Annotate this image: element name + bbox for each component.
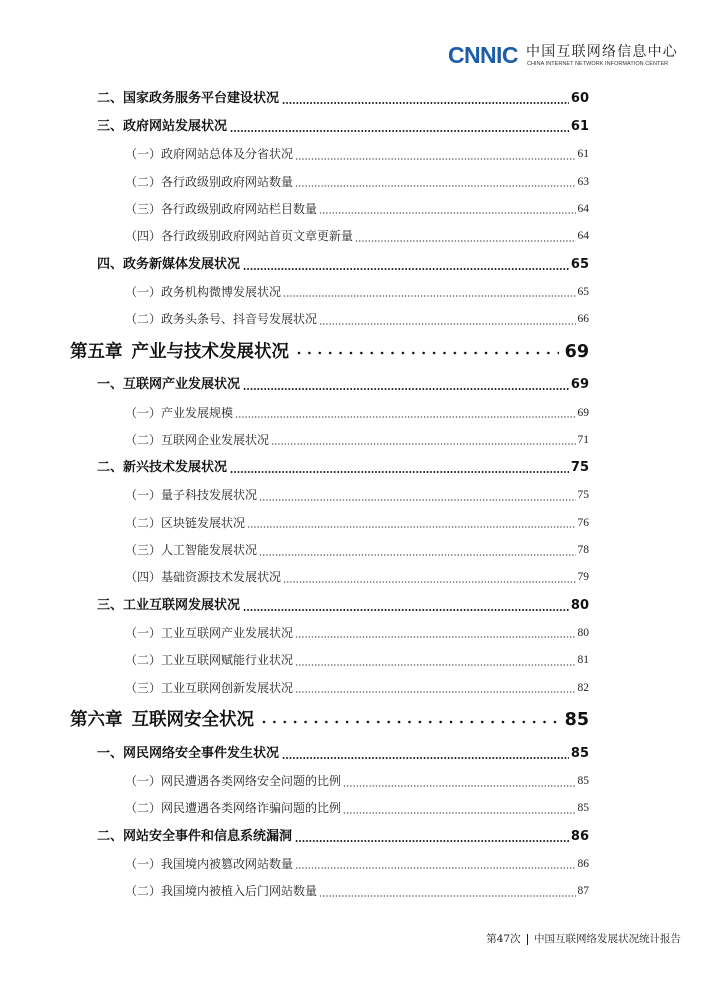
toc-page-number: 86 bbox=[570, 828, 589, 844]
toc-subsection-row bbox=[70, 427, 589, 454]
dot-leader bbox=[295, 157, 575, 161]
toc-subsection-row bbox=[70, 196, 589, 223]
dot-leader bbox=[235, 415, 575, 419]
dot-leader bbox=[243, 267, 569, 271]
toc-page-number: 61 bbox=[577, 148, 589, 161]
dot-leader bbox=[283, 580, 575, 584]
dot-leader bbox=[259, 553, 575, 557]
dot-leader bbox=[295, 635, 575, 639]
toc-entry-title: 三、工业互联网发展状况 bbox=[97, 597, 241, 613]
toc-page-number: 63 bbox=[577, 175, 589, 188]
toc-subsection-row bbox=[70, 168, 589, 195]
toc-page-number: 85 bbox=[577, 775, 589, 788]
toc-section-row bbox=[70, 592, 589, 620]
toc-entry-title: （一）量子科技发展状况 bbox=[125, 488, 258, 503]
toc-page-number: 85 bbox=[570, 745, 589, 761]
toc-entry-title: （四）基础资源技术发展状况 bbox=[125, 570, 282, 585]
toc-entry-title: （一）产业发展规模 bbox=[125, 405, 234, 420]
toc-subsection-row bbox=[70, 795, 589, 822]
toc-entry-title: （四）各行政级别政府网站首页文章更新量 bbox=[125, 229, 354, 244]
toc-subsection-row bbox=[70, 510, 589, 537]
toc-subsection-row bbox=[70, 768, 589, 795]
toc-entry-title: （一）我国境内被篡改网站数量 bbox=[125, 856, 294, 871]
toc-entry-title: （二）各行政级别政府网站数量 bbox=[125, 174, 294, 189]
toc-entry-title: 三、政府网站发展状况 bbox=[97, 119, 228, 134]
toc-subsection-row bbox=[70, 399, 589, 426]
toc-page-number: 69 bbox=[564, 341, 589, 362]
toc-entry-title: 一、网民网络安全事件发生状况 bbox=[97, 745, 280, 761]
dot-leader bbox=[319, 211, 575, 215]
org-name-english: CHINA INTERNET NETWORK INFORMATION CENTER bbox=[527, 61, 669, 67]
toc-entry-title: （一）政务机构微博发展状况 bbox=[125, 284, 282, 299]
dot-leader bbox=[283, 294, 575, 298]
toc-page-number: 60 bbox=[570, 91, 589, 106]
toc-entry-title: 互联网安全状况 bbox=[131, 710, 254, 731]
toc-page-number: 80 bbox=[570, 597, 589, 613]
dot-leader bbox=[259, 498, 575, 502]
cnnic-logo bbox=[448, 42, 684, 70]
toc-section-row bbox=[70, 454, 589, 482]
toc-section-row bbox=[70, 371, 589, 399]
toc-page-number: 86 bbox=[577, 857, 589, 870]
cnnic-logo-mark: CNNIC bbox=[448, 42, 518, 68]
table-of-contents bbox=[70, 85, 589, 905]
dot-leader bbox=[343, 811, 575, 815]
dot-leader bbox=[282, 101, 569, 105]
page-footer bbox=[486, 933, 681, 945]
toc-section-row bbox=[70, 823, 589, 851]
report-issue: 第47次 bbox=[486, 933, 521, 945]
toc-entry-title: （三）各行政级别政府网站栏目数量 bbox=[125, 201, 318, 216]
toc-subsection-row bbox=[70, 851, 589, 878]
toc-page-number: 65 bbox=[570, 256, 589, 272]
dot-leader bbox=[262, 720, 559, 724]
toc-chapter-row bbox=[70, 702, 589, 740]
toc-entry-title: （一）政府网站总体及分省状况 bbox=[125, 147, 294, 162]
toc-entry-title: 二、国家政务服务平台建设状况 bbox=[97, 91, 280, 106]
chapter-number: 第五章 bbox=[70, 341, 123, 362]
toc-page-number: 64 bbox=[577, 230, 589, 243]
toc-entry-title: 四、政务新媒体发展状况 bbox=[97, 256, 241, 272]
toc-subsection-row bbox=[70, 306, 589, 333]
toc-subsection-row bbox=[70, 564, 589, 591]
toc-entry-title: （二）网民遭遇各类网络诈骗问题的比例 bbox=[125, 801, 342, 816]
dot-leader bbox=[243, 608, 569, 612]
toc-chapter-row bbox=[70, 333, 589, 371]
toc-subsection-row bbox=[70, 223, 589, 250]
toc-entry-title: （二）区块链发展状况 bbox=[125, 515, 246, 530]
dot-leader bbox=[243, 387, 569, 391]
toc-entry-title: （三）人工智能发展状况 bbox=[125, 543, 258, 558]
toc-entry-title: （二）互联网企业发展状况 bbox=[125, 432, 270, 447]
dot-leader bbox=[230, 129, 569, 133]
toc-page-number: 66 bbox=[577, 313, 589, 326]
dot-leader bbox=[295, 866, 575, 870]
chapter-number: 第六章 bbox=[70, 710, 123, 731]
toc-page-number: 76 bbox=[577, 516, 589, 529]
toc-entry-title: （一）工业互联网产业发展状况 bbox=[125, 625, 294, 640]
toc-subsection-row bbox=[70, 878, 589, 905]
org-name-chinese: 中国互联网络信息中心 bbox=[526, 44, 678, 60]
toc-subsection-row bbox=[70, 674, 589, 701]
dot-leader bbox=[282, 756, 569, 760]
toc-page-number: 81 bbox=[577, 654, 589, 667]
dot-leader bbox=[295, 839, 569, 843]
toc-page-number: 82 bbox=[577, 681, 589, 694]
dot-leader bbox=[295, 184, 575, 188]
dot-leader bbox=[319, 894, 575, 898]
toc-entry-title: （二）政务头条号、抖音号发展状况 bbox=[125, 312, 318, 327]
toc-section-row bbox=[70, 740, 589, 768]
toc-subsection-row bbox=[70, 647, 589, 674]
report-title: 中国互联网络发展状况统计报告 bbox=[534, 933, 681, 945]
toc-page-number: 75 bbox=[570, 460, 589, 476]
toc-subsection-row bbox=[70, 620, 589, 647]
toc-entry-title: （二）我国境内被植入后门网站数量 bbox=[125, 884, 318, 899]
toc-page-number: 64 bbox=[577, 202, 589, 215]
toc-section-row bbox=[70, 251, 589, 279]
dot-leader bbox=[295, 690, 575, 694]
dot-leader bbox=[247, 525, 575, 529]
dot-leader bbox=[230, 470, 569, 474]
toc-subsection-row bbox=[70, 279, 589, 306]
dot-leader bbox=[343, 784, 575, 788]
dot-leader bbox=[295, 663, 575, 667]
toc-page-number: 61 bbox=[570, 119, 589, 134]
toc-page-number: 69 bbox=[577, 406, 589, 419]
toc-subsection-row bbox=[70, 537, 589, 564]
dot-leader bbox=[271, 442, 575, 446]
toc-entry-title: 二、网站安全事件和信息系统漏洞 bbox=[97, 828, 293, 844]
toc-entry-title: 一、互联网产业发展状况 bbox=[97, 377, 241, 393]
toc-page-number: 85 bbox=[564, 710, 589, 731]
dot-leader bbox=[297, 351, 559, 355]
toc-entry-title: 二、新兴技术发展状况 bbox=[97, 460, 228, 476]
toc-page-number: 80 bbox=[577, 626, 589, 639]
toc-entry-title: （三）工业互联网创新发展状况 bbox=[125, 680, 294, 695]
toc-page-number: 69 bbox=[570, 377, 589, 393]
toc-entry-title: （二）工业互联网赋能行业状况 bbox=[125, 653, 294, 668]
toc-subsection-row bbox=[70, 141, 589, 168]
dot-leader bbox=[355, 239, 575, 243]
toc-entry-title: 产业与技术发展状况 bbox=[131, 341, 289, 362]
toc-page-number: 65 bbox=[577, 285, 589, 298]
dot-leader bbox=[319, 322, 575, 326]
footer-divider bbox=[527, 934, 528, 945]
toc-entry-title: （一）网民遭遇各类网络安全问题的比例 bbox=[125, 774, 342, 789]
toc-page-number: 71 bbox=[577, 433, 589, 446]
toc-page-number: 78 bbox=[577, 544, 589, 557]
toc-section-row bbox=[70, 113, 589, 141]
toc-section-row bbox=[70, 85, 589, 113]
toc-page-number: 87 bbox=[577, 885, 589, 898]
toc-page-number: 85 bbox=[577, 802, 589, 815]
toc-subsection-row bbox=[70, 482, 589, 509]
toc-page-number: 75 bbox=[577, 489, 589, 502]
toc-page-number: 79 bbox=[577, 571, 589, 584]
